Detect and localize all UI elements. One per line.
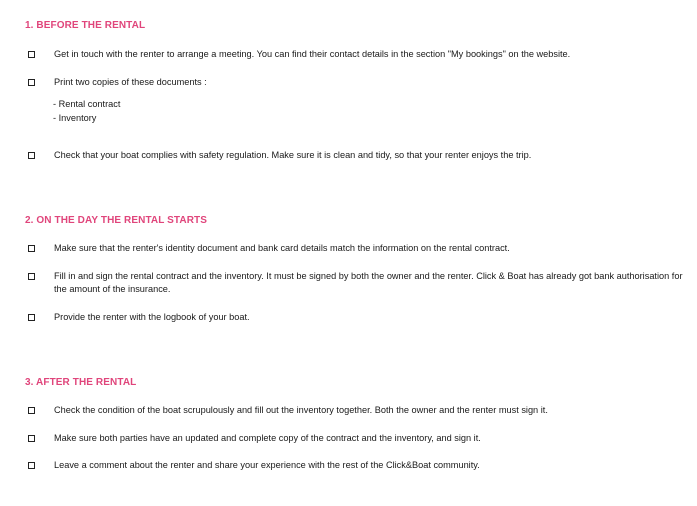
checkbox-icon[interactable] bbox=[28, 273, 35, 280]
section-heading-rental-day: 2. ON THE DAY THE RENTAL STARTS bbox=[25, 215, 208, 226]
checkbox-icon[interactable] bbox=[28, 462, 35, 469]
document-list-item: - Inventory bbox=[53, 113, 97, 123]
checklist-item bbox=[25, 404, 691, 417]
checklist-item-text: Make sure that the renter's identity document and bank card details match the information on the rental contract. bbox=[54, 243, 510, 253]
checklist-item-text: Print two copies of these documents : bbox=[54, 77, 207, 87]
checkbox-icon[interactable] bbox=[28, 51, 35, 58]
checklist-item bbox=[25, 149, 691, 162]
checkbox-icon[interactable] bbox=[28, 407, 35, 414]
checklist-item bbox=[25, 76, 691, 89]
checklist-item-text: Leave a comment about the renter and share your experience with the rest of the Click&Boat community. bbox=[54, 460, 480, 470]
section-heading-after-rental: 3. AFTER THE RENTAL bbox=[25, 377, 137, 388]
checklist-item-text: Check the condition of the boat scrupulously and fill out the inventory together. Both the owner and the renter must sign it. bbox=[54, 405, 548, 415]
checkbox-icon[interactable] bbox=[28, 245, 35, 252]
checklist-item-text: Get in touch with the renter to arrange a meeting. You can find their contact details in the section "My bookings" on the website. bbox=[54, 49, 571, 59]
checklist-item-text: Make sure both parties have an updated and complete copy of the contract and the inventory, and sign it. bbox=[54, 433, 481, 443]
checklist-item bbox=[25, 48, 691, 61]
checkbox-icon[interactable] bbox=[28, 314, 35, 321]
checkbox-icon[interactable] bbox=[28, 79, 35, 86]
checkbox-icon[interactable] bbox=[28, 152, 35, 159]
checkbox-icon[interactable] bbox=[28, 435, 35, 442]
checklist-item bbox=[25, 432, 691, 445]
checklist-item-text: Check that your boat complies with safety regulation. Make sure it is clean and tidy, so that your renter enjoys the trip. bbox=[54, 150, 532, 160]
checklist-item-text: Provide the renter with the logbook of your boat. bbox=[54, 312, 250, 322]
section-heading-before-rental: 1. BEFORE THE RENTAL bbox=[25, 20, 146, 31]
document-list-item: - Rental contract bbox=[53, 99, 121, 109]
checklist-item bbox=[25, 270, 691, 296]
checklist-item-text: Fill in and sign the rental contract and the inventory. It must be signed by both the owner and the renter. Click & Boat has already got bank authorisation for the amount of the insurance. bbox=[54, 271, 683, 294]
checklist-item bbox=[25, 311, 691, 324]
checklist-item bbox=[25, 242, 691, 255]
checklist-item bbox=[25, 459, 691, 472]
